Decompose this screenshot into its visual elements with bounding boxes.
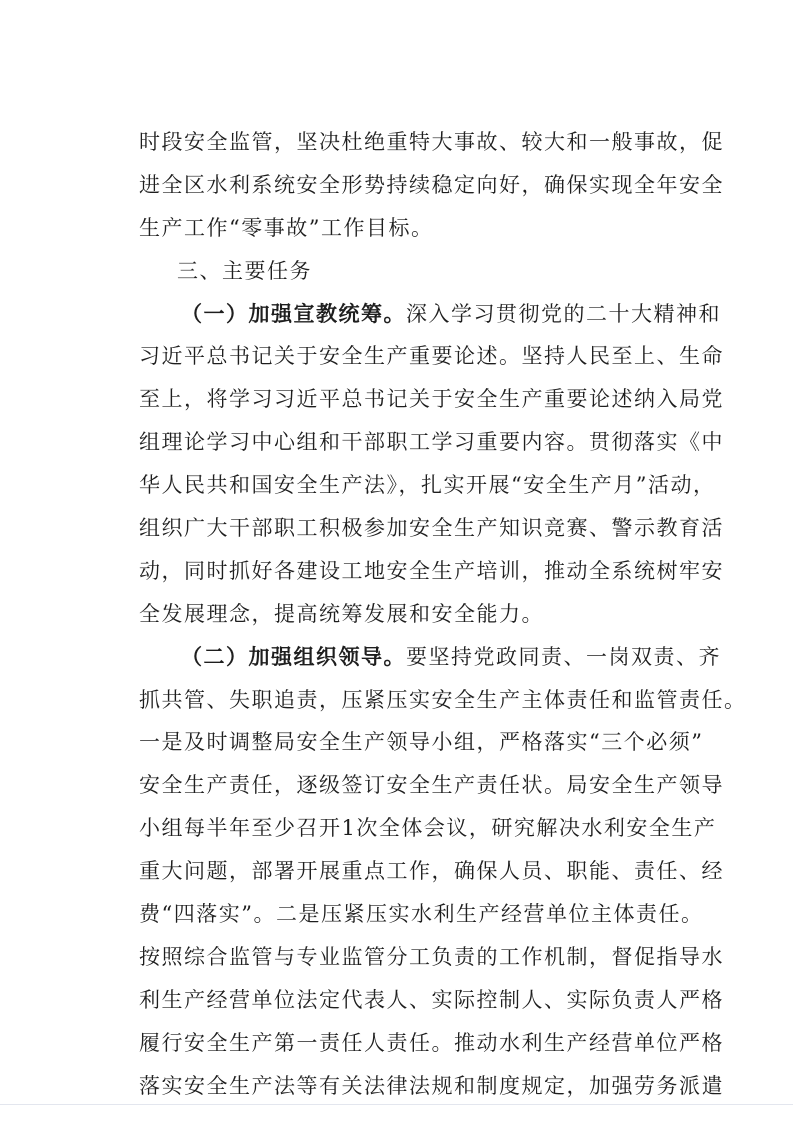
text-line: 按照综合监管与专业监管分工负责的工作机制，督促指导水 [139,944,724,969]
text-line: 组理论学习中心组和干部职工学习重要内容。贯彻落实《中 [139,430,724,455]
subsection-2-title: （二）加强组织领导。 [181,644,406,669]
text-line: 进全区水利系统安全形势持续稳定向好，确保实现全年安全 [139,172,724,197]
text-line: 安全生产责任，逐级签订安全生产责任状。局安全生产领导 [139,773,724,798]
text-line: 动，同时抓好各建设工地安全生产培训，推动全系统树牢安 [139,558,724,583]
text-line: 小组每半年至少召开1次全体会议，研究解决水利安全生产 [139,816,717,841]
text-line: 要坚持党政同责、一岗双责、齐 [406,644,721,669]
text-line: 习近平总书记关于安全生产重要论述。坚持人民至上、生命 [139,344,724,369]
text-line: 至上，将学习习近平总书记关于安全生产重要论述纳入局党 [139,387,724,412]
subsection-2-first-line [139,636,721,679]
text-line: 抓共管、失职追责，压紧压实安全生产主体责任和监管责任。 [139,687,747,712]
text-line: 履行安全生产第一责任人责任。推动水利生产经营单位严格 [139,1030,724,1055]
text-line: 华人民共和国安全生产法》，扎实开展“安全生产月”活动， [139,473,716,498]
section-heading: 三、主要任务 [177,258,312,283]
text-line: 重大问题，部署开展重点工作，确保人员、职能、责任、经 [139,859,724,884]
subsection-1-first-line [139,293,721,336]
text-line: 落实安全生产法等有关法律法规和制度规定，加强劳务派遣 [139,1073,724,1098]
page-bottom-rule [0,1104,793,1105]
subsection-1-title: （一）加强宣教统筹。 [181,301,406,326]
text-line: 生产工作“零事故”工作目标。 [139,215,434,240]
text-line: 深入学习贯彻党的二十大精神和 [406,301,721,326]
text-line: 组织广大干部职工积极参加安全生产知识竞赛、警示教育活 [139,516,724,541]
text-line: 全发展理念，提高统筹发展和安全能力。 [139,601,544,626]
text-line: 利生产经营单位法定代表人、实际控制人、实际负责人严格 [139,987,724,1012]
text-line: 费“四落实”。二是压紧压实水利生产经营单位主体责任。 [139,902,704,927]
text-line: 时段安全监管，坚决杜绝重特大事故、较大和一般事故，促 [139,130,724,154]
text-line: 一是及时调整局安全生产领导小组，严格落实“三个必须” [139,730,704,755]
